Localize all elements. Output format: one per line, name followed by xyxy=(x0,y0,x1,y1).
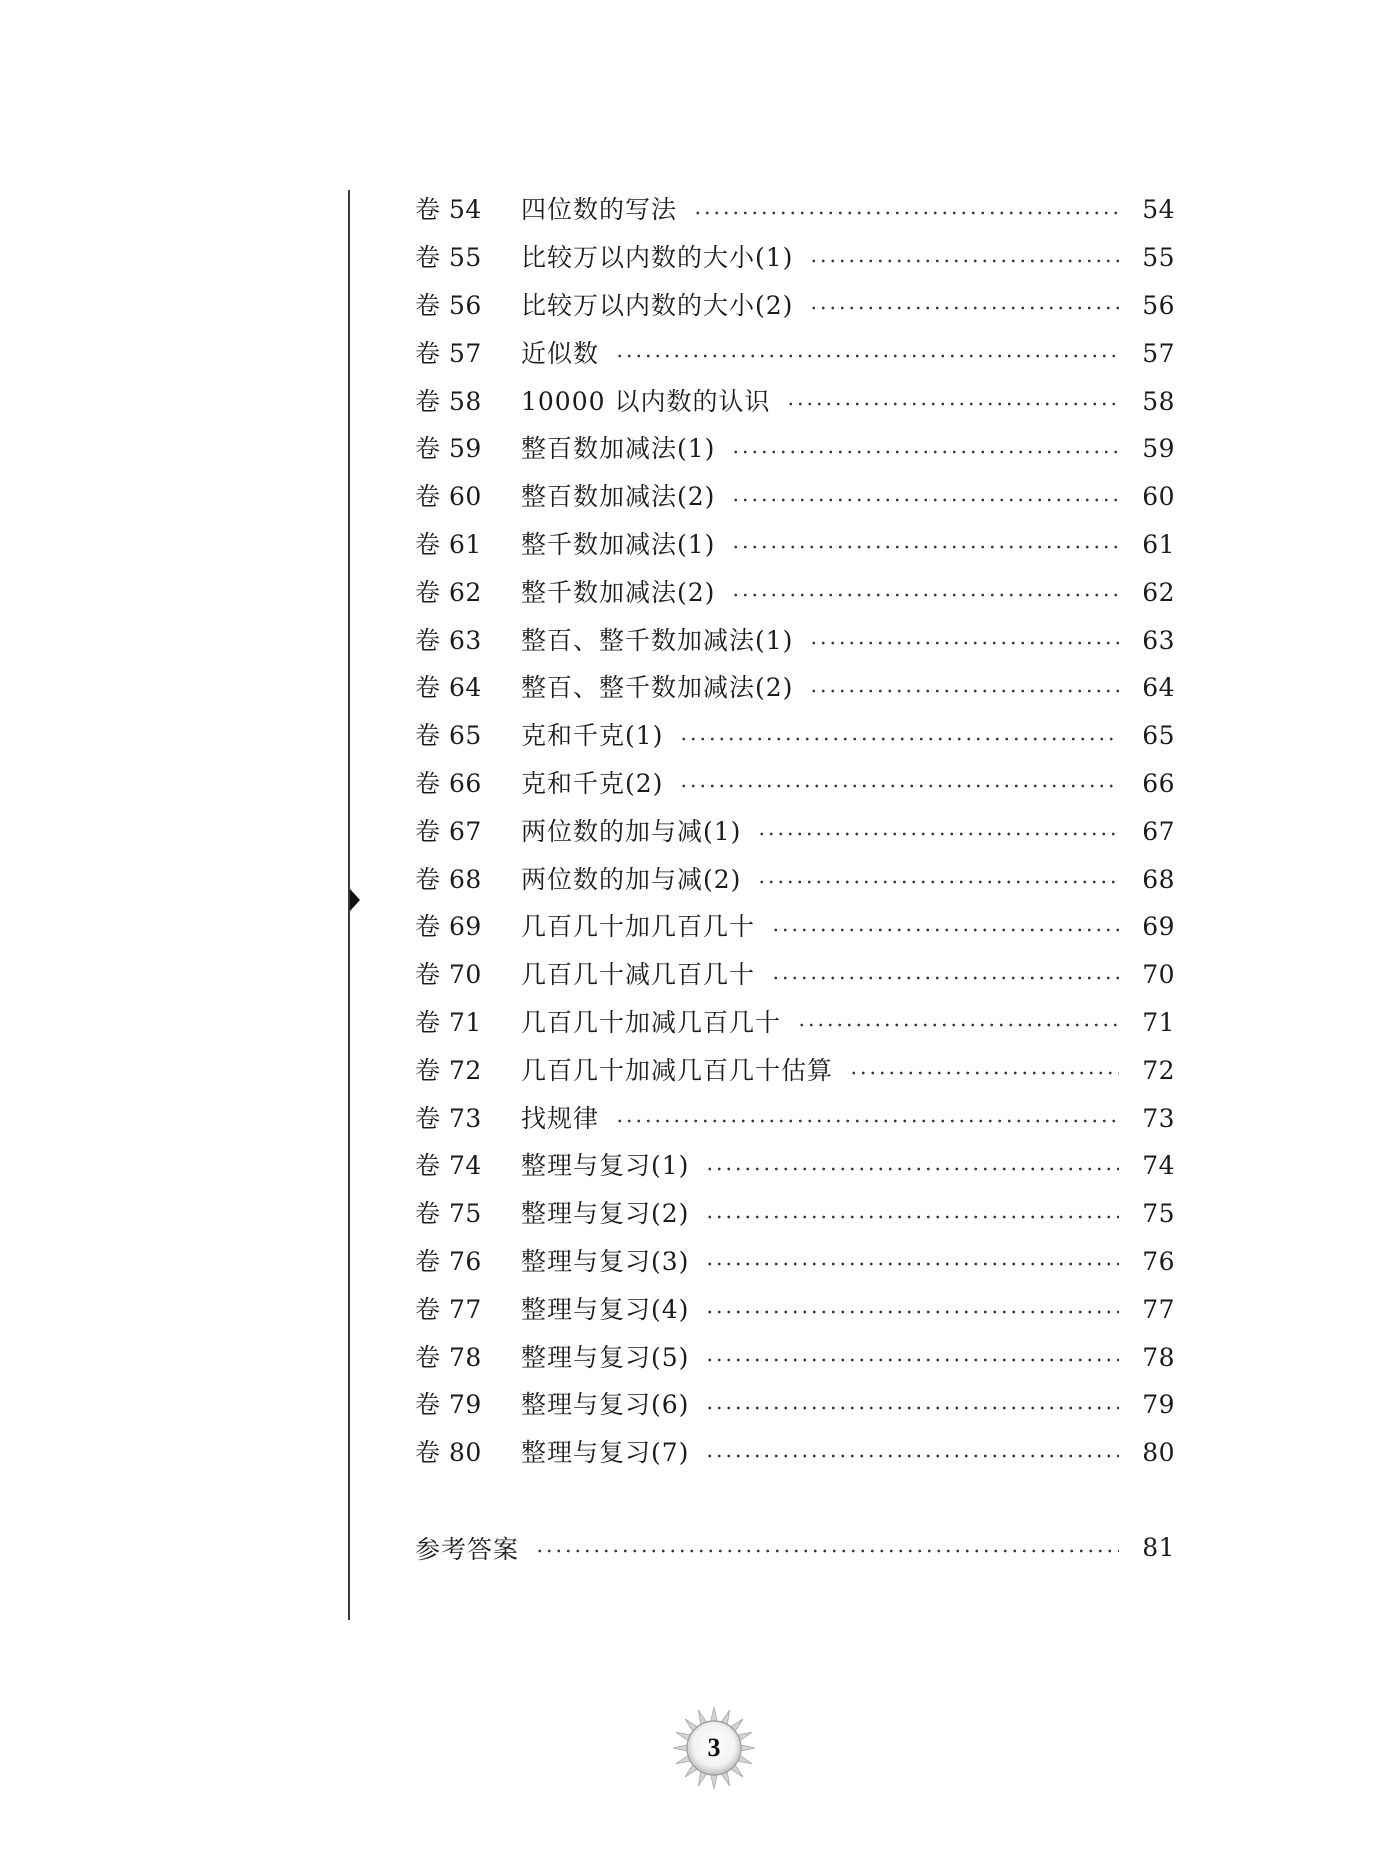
toc-entry-title: 比较万以内数的大小(1) xyxy=(521,243,794,273)
dot-leader xyxy=(705,1310,1119,1314)
dot-leader xyxy=(809,689,1119,693)
toc-page-number: 76 xyxy=(1142,1246,1175,1276)
toc-row[interactable] xyxy=(415,999,1175,1047)
toc-volume-label: 卷 71 xyxy=(415,1007,482,1037)
toc-entry-title: 参考答案 xyxy=(415,1534,520,1564)
dot-leader xyxy=(705,1167,1119,1171)
toc-page-number: 57 xyxy=(1142,338,1175,368)
toc-entry-title: 几百几十加减几百几十 xyxy=(521,1007,782,1037)
toc-volume-label: 卷 74 xyxy=(415,1151,482,1181)
toc-row[interactable] xyxy=(415,234,1175,282)
dot-leader xyxy=(705,1215,1119,1219)
toc-row[interactable] xyxy=(415,712,1175,760)
toc-volume-label: 卷 73 xyxy=(415,1103,482,1133)
toc-volume-label: 卷 54 xyxy=(415,195,482,225)
toc-row[interactable] xyxy=(415,616,1175,664)
toc-volume-label: 卷 78 xyxy=(415,1342,482,1372)
toc-row[interactable] xyxy=(415,760,1175,808)
dot-leader xyxy=(693,211,1119,215)
toc-entry-title: 近似数 xyxy=(521,338,600,368)
toc-entry-title: 整理与复习(6) xyxy=(521,1390,690,1420)
toc-row[interactable] xyxy=(415,903,1175,951)
toc-entry-title: 四位数的写法 xyxy=(521,195,678,225)
dot-leader xyxy=(809,306,1119,310)
toc-row[interactable] xyxy=(415,1285,1175,1333)
dot-leader xyxy=(705,1358,1119,1362)
toc-page-number: 79 xyxy=(1142,1390,1175,1420)
dot-leader xyxy=(679,784,1119,788)
toc-row[interactable] xyxy=(415,425,1175,473)
dot-leader xyxy=(757,880,1119,884)
toc-volume-label: 卷 55 xyxy=(415,243,482,273)
page-number: 3 xyxy=(707,1733,721,1762)
toc-row[interactable] xyxy=(415,1190,1175,1238)
dot-leader xyxy=(705,1454,1119,1458)
toc-page-number: 58 xyxy=(1142,386,1175,416)
dot-leader xyxy=(679,737,1119,741)
toc-page-number: 73 xyxy=(1142,1103,1175,1133)
dot-leader xyxy=(809,259,1119,263)
dot-leader xyxy=(731,450,1119,454)
toc-row[interactable] xyxy=(415,1381,1175,1429)
toc-entry-title: 克和千克(2) xyxy=(521,768,664,798)
toc-row[interactable] xyxy=(415,807,1175,855)
dot-leader xyxy=(771,976,1119,980)
toc-entry-title: 整百数加减法(2) xyxy=(521,482,716,512)
toc-page-number: 64 xyxy=(1142,673,1175,703)
dot-leader xyxy=(615,1119,1119,1123)
toc-entry-title: 几百几十加几百几十 xyxy=(521,912,756,942)
dot-leader xyxy=(731,498,1119,502)
toc-entry-title: 整理与复习(2) xyxy=(521,1199,690,1229)
toc-volume-label: 卷 69 xyxy=(415,912,482,942)
toc-entry-title: 两位数的加与减(1) xyxy=(521,816,742,846)
toc-entry-title: 几百几十减几百几十 xyxy=(521,960,756,990)
toc-entry-title: 克和千克(1) xyxy=(521,721,664,751)
toc-page-number: 60 xyxy=(1142,482,1175,512)
toc-volume-label: 卷 63 xyxy=(415,625,482,655)
toc-row[interactable] xyxy=(415,855,1175,903)
toc-page-number: 56 xyxy=(1142,290,1175,320)
toc-entry-title: 整理与复习(3) xyxy=(521,1246,690,1276)
toc-page-number: 68 xyxy=(1142,864,1175,894)
toc-entry-title: 整理与复习(7) xyxy=(521,1438,690,1468)
dot-leader xyxy=(705,1406,1119,1410)
toc-volume-label: 卷 62 xyxy=(415,577,482,607)
toc-entry-title: 比较万以内数的大小(2) xyxy=(521,290,794,320)
toc-entry-title: 两位数的加与减(2) xyxy=(521,864,742,894)
toc-page-number: 63 xyxy=(1142,625,1175,655)
toc-row[interactable] xyxy=(415,1142,1175,1190)
toc-row[interactable] xyxy=(415,1046,1175,1094)
toc-page-number: 72 xyxy=(1142,1055,1175,1085)
toc-entry-title: 整百、整千数加减法(2) xyxy=(521,673,794,703)
toc-page-number: 62 xyxy=(1142,577,1175,607)
dot-leader xyxy=(757,832,1119,836)
toc-entry-title: 整千数加减法(1) xyxy=(521,529,716,559)
dot-leader xyxy=(771,928,1119,932)
toc-row[interactable] xyxy=(415,951,1175,999)
toc-row[interactable] xyxy=(415,186,1175,234)
toc-volume-label: 卷 76 xyxy=(415,1246,482,1276)
toc-row[interactable] xyxy=(415,377,1175,425)
toc-volume-label: 卷 60 xyxy=(415,482,482,512)
dot-leader xyxy=(731,593,1119,597)
dot-leader xyxy=(535,1549,1119,1553)
dot-leader xyxy=(705,1262,1119,1266)
toc-page-number: 59 xyxy=(1142,434,1175,464)
toc-volume-label: 卷 70 xyxy=(415,960,482,990)
dot-leader xyxy=(786,402,1119,406)
toc-volume-label: 卷 77 xyxy=(415,1294,482,1324)
toc-volume-label: 卷 56 xyxy=(415,290,482,320)
toc-row[interactable] xyxy=(415,1429,1175,1477)
toc-entry-title: 整百、整千数加减法(1) xyxy=(521,625,794,655)
toc-volume-label: 卷 66 xyxy=(415,768,482,798)
toc-entry-title: 几百几十加减几百几十估算 xyxy=(521,1055,834,1085)
toc-volume-label: 卷 80 xyxy=(415,1438,482,1468)
toc-page-number: 74 xyxy=(1142,1151,1175,1181)
toc-page-number: 77 xyxy=(1142,1294,1175,1324)
toc-row-answers[interactable] xyxy=(415,1524,1175,1572)
toc-volume-label: 卷 79 xyxy=(415,1390,482,1420)
toc-row[interactable] xyxy=(415,1094,1175,1142)
margin-arrow-icon xyxy=(350,889,360,911)
toc-entry-title: 找规律 xyxy=(521,1103,600,1133)
toc-volume-label: 卷 58 xyxy=(415,386,482,416)
toc-page-number: 66 xyxy=(1142,768,1175,798)
toc-page-number: 55 xyxy=(1142,243,1175,273)
toc-volume-label: 卷 68 xyxy=(415,864,482,894)
toc-row[interactable] xyxy=(415,568,1175,616)
toc-page-number: 71 xyxy=(1142,1007,1175,1037)
toc-page-number: 75 xyxy=(1142,1199,1175,1229)
toc-row[interactable] xyxy=(415,1238,1175,1286)
dot-leader xyxy=(731,545,1119,549)
toc-page-number: 70 xyxy=(1142,960,1175,990)
page-number-badge xyxy=(671,1705,757,1791)
toc-page-number: 80 xyxy=(1142,1438,1175,1468)
toc-volume-label: 卷 67 xyxy=(415,816,482,846)
toc-page-number: 61 xyxy=(1142,529,1175,559)
toc-page-number: 78 xyxy=(1142,1342,1175,1372)
toc-entry-title: 整理与复习(1) xyxy=(521,1151,690,1181)
toc-volume-label: 卷 57 xyxy=(415,338,482,368)
toc-volume-label: 卷 59 xyxy=(415,434,482,464)
toc-row[interactable] xyxy=(415,664,1175,712)
table-of-contents xyxy=(415,186,1175,1477)
dot-leader xyxy=(797,1023,1119,1027)
toc-volume-label: 卷 72 xyxy=(415,1055,482,1085)
toc-row[interactable] xyxy=(415,1333,1175,1381)
dot-leader xyxy=(809,641,1119,645)
toc-entry-title: 10000 以内数的认识 xyxy=(521,386,771,416)
toc-page-number: 81 xyxy=(1142,1533,1175,1563)
dot-leader xyxy=(849,1071,1119,1075)
toc-entry-title: 整百数加减法(1) xyxy=(521,434,716,464)
toc-row[interactable] xyxy=(415,473,1175,521)
toc-volume-label: 卷 75 xyxy=(415,1199,482,1229)
toc-entry-title: 整理与复习(4) xyxy=(521,1294,690,1324)
toc-row[interactable] xyxy=(415,282,1175,330)
toc-volume-label: 卷 64 xyxy=(415,673,482,703)
toc-row[interactable] xyxy=(415,521,1175,569)
toc-entry-title: 整千数加减法(2) xyxy=(521,577,716,607)
toc-page-number: 65 xyxy=(1142,721,1175,751)
toc-entry-title: 整理与复习(5) xyxy=(521,1342,690,1372)
toc-volume-label: 卷 61 xyxy=(415,529,482,559)
toc-volume-label: 卷 65 xyxy=(415,721,482,751)
toc-page-number: 54 xyxy=(1142,195,1175,225)
toc-page-number: 69 xyxy=(1142,912,1175,942)
dot-leader xyxy=(615,354,1119,358)
toc-page-number: 67 xyxy=(1142,816,1175,846)
toc-row[interactable] xyxy=(415,329,1175,377)
